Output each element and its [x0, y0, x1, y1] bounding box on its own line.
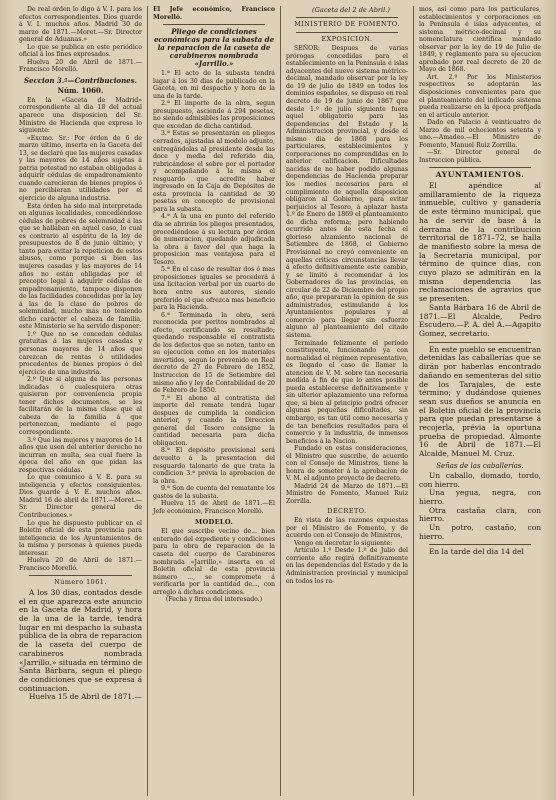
condition-item: 7.ª El abono al contratista del importe del remate tendrá lugar despues de cumplida la condicion anterior, y cuando la Direccion general del Tesoro consigne la cantidad necesaria para dicha obligacion.: [153, 394, 275, 447]
gaceta-date: (Gaceta del 2 de Abril.): [312, 6, 390, 14]
column-2: [147, 6, 280, 796]
column-1: [14, 6, 147, 796]
paragraph: Dado en Palacio á veinticuatro de Marzo de mil ochocientos setenta y uno.—Amadeo.—El Ministro de Fomento, Manuel Ruiz Zorrilla.: [419, 119, 541, 149]
paragraph: 2.º Que si alguna de las personas indicadas ó cualesquiera otras quisieran por conveniencia propia tener dichos documentos, se les facilitarán de la misma clase que al cabeza de la familia á que pertenezcan, mediante el pago correspondiente.: [19, 376, 142, 436]
paragraph: Lo que he dispuesto publicar en el Boletin oficial de esta provincia para inteligencia de los Ayuntamientos de la misma y personas á quienes pueda interesar.: [19, 519, 142, 557]
paragraph: El que suscribe vecino de... bien enterado del expediente y condiciones para la obra de reparacion de la caseta del cuerpo de Carabineros nombrada «Jarrillo,» inserta en el Boletín oficial de esta provincia número ..., se compromete á verificarla por la cantidad de..., con arreglo á dichas condiciones.: [153, 528, 275, 596]
divider: [29, 575, 132, 576]
paragraph: En vista de las razones expuestas por el Ministro de Fomento, y de acuerdo con el Consejo de Ministros,: [286, 517, 408, 540]
divider: [429, 544, 531, 545]
notice-number: Núm. 1060.: [57, 85, 104, 95]
paragraph: Lo que comunico á V. E. para su inteligencia y efectos consiguientes. Dios guarde á V. E. muchos años. Madrid 16 de abril de 1871.—Moret.—Sr. Director general de Contribuciones.»: [19, 474, 142, 519]
signature-note: (Fecha y firma del interesado.): [165, 596, 263, 604]
signature: El Jefe económico, Francisco Morelló.: [153, 6, 275, 21]
paragraph: En la tarde del dia 14 del: [429, 547, 524, 557]
ayuntamientos-title: AYUNTAMIENTOS.: [435, 170, 525, 180]
divider: [429, 342, 531, 343]
signature: Huelva 15 de Abril de 1871.—: [29, 692, 142, 702]
paragraph: De real órden lo digo á V. I. para los efectos correspondientes. Dios guarde á V. I. muchos años. Madrid 30 de marzo de 1871.—Moret.—Sr. Director general de Aduanas.»: [19, 6, 142, 44]
paragraph: 1.º Que no se concedan cédulas gratuitas á las mujeres casadas y personas mayores de 14 años que carezcan de rentas ó utilidades procedentes de bienes propios ó del ejercicio de una industria.: [19, 330, 142, 376]
notice-body-large: [19, 589, 142, 702]
paragraph: Artículo 1.º Desde 1.º de Julio del corriente año regirá definitivamente en las dependencias del Estado y de la Administracion provincial y municipal en todos los ra-: [286, 547, 408, 585]
ayuntamientos-body: [419, 182, 541, 557]
modelo-title: MODELO.: [194, 518, 234, 527]
paragraph: 3.º Que las mujeres y mayores de 14 años que usen del anterior derecho no incurran en multa, sea cual fuere la época del año en que pidan las respectivas cédulas.: [19, 436, 142, 474]
signature: Huelva 20 de Abril de 1871.—Francisco Morelló.: [19, 557, 142, 572]
paragraph: SEÑOR: Despues de varias prórogas concedidas para el establecimiento en la Península é islas adyacentes del nuevo sistema métrico-decimal, mandado observar por la ley de 19 de julio de 1849 en todos los dominios españoles, se dispuso en real decreto de 19 de junio de 1867 que desde 1.º de julio siguiente fuera aquel obligatorio para las dependencias del Estado y la Administracion provincial, y desde el mismo dia de 1868 para los particulares, establecimientos y corporaciones no comprendidas en lo anterior calificacion. Dificultades nacidas de no haber podido algunas dependencias de Hacienda preparar los medios necesarios para el cumplimiento de aquella disposicion obligaron al Gobierno, para evitar perjuicios al Tesoro, á aplazar hasta 1.º de Enero de 1869 el planteamiento de dicha reforma; pero habiendo ocurrido antes de esta fecha el glorioso alzamiento nacional de Setiembre de 1868, el Gobierno Provisional no creyó conveniente en aquellas críticas circunstancias llevar á efecto definitivamente este cambio, y se limitó á recomendar á los Gobernadores de las provincias, en circular de 22 de Diciembre del propio año, que prepararan la opinion de sus administrados, estimulando á los Ayuntamientos populares y al comercio para llegar sin esfuerzo alguno al planteamiento del citado sistema.: [286, 45, 408, 339]
list-item: Un caballo, domado, tordo, con hierro.: [419, 470, 541, 489]
condition-item: 2.ª El importe de la obra, segun presupuesto, asciende á 294 pesetas, no siendo admisibles las proposiciones que excedan de dicha cantidad.: [153, 100, 275, 130]
pliego-title: Pliego de condiciones económicas para la subasta de la reparacion de la caseta de carabineros nombrada «Jarrillo.»: [153, 27, 275, 69]
divider: [429, 167, 531, 168]
paragraph: Esta órden ha sido mal interpretada en algunas localidades, concediéndose cédulas de pobres de solemnidad á las que se hallaban en aquel caso, lo cual es contrario al espíritu de la ley de presupuestos de 8 de junio último; y tanto para evitar la repeticion de estos abusos, como porque si bien las mujeres casadas y las mayores de 14 años no están obligadas por el precepto legal á adquirir cédulas de empadronamiento, tampoco disponen de las facilidades concedidas por la ley á las de la clase de pobres de solemnidad, mucho más no teniendo dicho carácter el cabeza de familia, este Ministerio se ha servido disponer:: [19, 202, 142, 331]
condition-item: 6.ª Terminada la obra, será reconocida por peritos nombrados al efecto, certificando su resultado; quedando responsable el contratista de los defectos que se noten, tanto en su ejecucion como en los materiales invertidos, segun lo prevenido en Real decreto de 27 de Febrero de 1852, Instruccion de 15 de Setiembre del mismo año y ley de Contabilidad de 20 de Febrero de 1850.: [153, 311, 275, 395]
paragraph: A los 30 dias, contados desde el en que aparezca este anuncio en la Gaceta de Madrid, y hora de la una de la tarde, tendrá lugar en mi despacho la subasta pública de la obra de reparacion de la caseta del cuerpo de carabineros nombrada «Jarrillo,» situada en término de Santa Bárbara, segun el pliego de condiciones que se expresa á continuacion.: [19, 587, 142, 693]
exposicion-title: EXPOSICION.: [321, 34, 373, 43]
notice-number: Número 1061.: [54, 578, 107, 587]
paragraph: —Sr. Director general de Instruccion pública.: [419, 149, 541, 164]
paragraph: Vengo en decretar lo siguiente:: [294, 539, 393, 547]
list-item: Una yegua, negra, con hierro.: [419, 488, 541, 506]
decreto-title: DECRETO.: [327, 506, 367, 515]
paragraph: En este pueblo se encuentran detenidas las caballerías que se dirán por haberlas encontrado dañando en sementeras del sitio de los Tarajales, de este término; y dudándose quienes sean sus dueños se anuncia en el Boletin oficial de la provincia para que puedan presentarse á recojerla, prévia la oportuna prueba de propiedad. Almonte 16 de Abril de 1871.—El Alcalde, Manuel M. Cruz.: [419, 344, 541, 459]
paragraph: En la «Gaceta de Madrid» correspondiente al dia 18 del actual aparece una disposicion del Sr. Ministro de Hacienda que expresa lo siguiente:: [19, 96, 142, 135]
signature: Madrid 24 de Marzo de 1871.—El Ministro de Fomento, Manuel Ruiz Zorrilla.: [286, 482, 408, 505]
signature: Huelva 15 de Abril de 1871.—El Jefe económico, Francisco Morelló.: [153, 500, 275, 515]
paragraph: El apéndice al amillaramiento de la riqueza inmueble, cultivo y ganadería de este término municipal, que ha de servir de base á la derrama de la contribucion territorial de 1871–72, se halla de manifiesto sobre la mesa de la Secretaría municipal, por término de quince dias, con cuyo plazo se admitirán en la misma dependencia las reclamaciones de agravios que se presenten.: [419, 181, 541, 304]
condition-item: 5.ª En el caso de resultar dos ó mas proposiciones iguales se procederá á una licitacion verbal por un cuarto de hora entre sus autores, siendo preferido el que ofrezca mas beneficio para la Hacienda.: [153, 266, 275, 312]
signature: Santa Bárbara 16 de Abril de 1871.—El Alcalde, Pedro Escudero.—P. A. del A.—Agapito Gomez, secretario.: [419, 302, 541, 338]
condition-item: 4.ª A la una en punto del referido dia se abrirán los pliegos presentados, procediéndose á su lectura por órden de numeracion, quedando adjudicada la obra á favor del que haga la proposicion mas ventajosa para el Tesoro.: [153, 213, 275, 266]
paragraph: Lo que se publica en este periódico oficial á los fines expresados.: [19, 43, 142, 59]
signature: Huelva 20 de Abril de 1871.—Francisco Morelló.: [19, 58, 142, 74]
paragraph: Art. 2.º Por los Ministerios respectivos se adoptarán las disposiciones convenientes para que el planteamiento del indicado sistema pueda realizarse en la época prefijada en el artículo anterior.: [419, 73, 541, 119]
condition-item: 9.ª Son de cuenta del rematante los gastos de la subasta.: [153, 485, 275, 500]
senas-title: Señas de las caballerías.: [436, 461, 524, 470]
paragraph: Fundado en estas consideraciones, el Ministro que suscribe, de acuerdo con el Consejo de Ministros, tiene la honra de someter á la aprobacion de V. M. el adjunto proyecto de decreto.: [286, 445, 408, 483]
paragraph: mos, así como para los particulares, establecimientos y corporaciones en la Península é islas adyacentes, el sistema métrico-decimal y su nomenclatura científica mandado observar por la ley de 19 de Julio de 1849, y reglamento para su ejecucion aprobado por real decreto de 20 de Mayo de 1868.: [419, 6, 541, 74]
paragraph: «Excmo. Sr.: Por órden de 6 de marzo último, inserta en la Gaceta del 13, se declaró que las mujeres casadas y las mayores de 14 años sujetas á patria potestad no estaban obligadas á adquirir cédulas de empadronamiento cuando carecieran de bienes propios ó no percibieran utilidades por el ejercicio de alguna industria.: [19, 134, 142, 203]
condition-item: 8.ª El depósito provisional será devuelto á la presentacion del resguardo talonario de que trata la condicion 3.ª prévia la aprobacion de la obra.: [153, 447, 275, 485]
column-4: [413, 6, 546, 796]
list-item: Un potro, castaño, con hierro.: [419, 523, 541, 541]
paragraph: Terminado felizmente el período constituyente, funcionando ya con normalidad el régimen representativo, es llegado el caso de llamar la atencion de V. M. sobre tan necesaria medida á fin de que lo antes posible pueda establecerse definitivamente y sin ulterior aplazamiento una reforma que, si bien al principio podrá ofrecer algunas pequeñas dificultades, sin embargo, es tan útil como necesaria y de tan beneficios resultados para el comercio y la industria, de inmensos beneficios á la Nacion.: [286, 339, 408, 445]
condition-item: 1.ª El acto de la subasta tendrá lugar á los 30 dias de publicado en la Gaceta, en mi despacho y hora de la una de la tarde.: [153, 70, 275, 100]
section-title: Seccion 3.ª—Contribuciones.: [23, 75, 137, 85]
divider: [296, 17, 398, 18]
divider: [296, 32, 398, 33]
list-item: Otra castaña clara, con hierro.: [419, 505, 541, 524]
column-3: [280, 6, 413, 796]
ministry-title: MINISTERIO DE FOMENTO.: [294, 20, 400, 28]
divider: [163, 24, 265, 25]
condition-item: 3.ª Estas se presentarán en pliegos cerrados, ajustadas al modelo adjunto, entregándolas al presidente desde las doce y media del referido dia, rubricándose el sobre por el portador y acompañando á la misma el resguardo que acredite haber ingresado en la Caja de Depósitos de esta provincia la cantidad de 30 pesetas en concepto de provisional para la subasta.: [153, 130, 275, 213]
